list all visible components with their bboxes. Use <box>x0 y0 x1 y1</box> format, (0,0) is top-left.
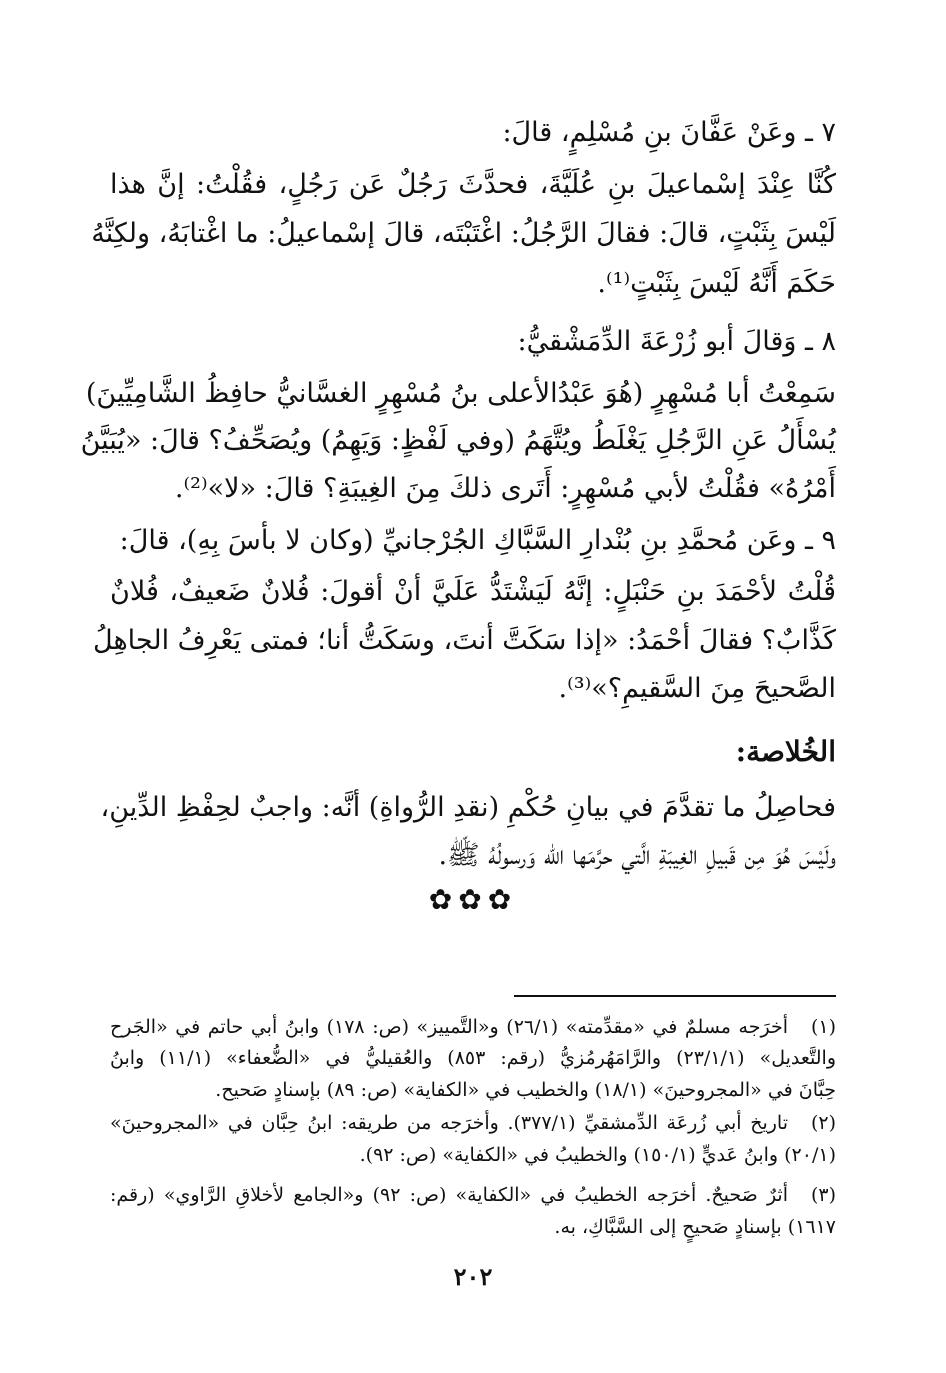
footnote-separator <box>514 995 836 997</box>
summary-heading: الخُلاصة: <box>735 735 836 768</box>
item7-line-1: كُنَّا عِنْدَ إسْماعيلَ بنِ عُلَيَّةَ، فحدَّثَ رَجُلٌ عَن رَجُلٍ، فقُلْتُ: إنَّ هذا <box>110 169 836 200</box>
summary-line-1: فحاصِلُ ما تقدَّمَ في بيانِ حُكْمِ (نقدِ الرُّواةِ) أنَّه: واجبٌ لحِفْظِ الدِّينِ، <box>100 792 836 823</box>
item7-line-2: لَيْسَ بِثَبْتٍ، قالَ: فقالَ الرَّجُلُ: اغْتَبْتَه، قالَ إسْماعيلُ: ما اغْتابَهُ، ولكِنَّهُ <box>91 218 836 249</box>
item8-line-3: أَمْرُهُ» فقُلْتُ لأبي مُسْهِرٍ: أَتَرى ذلكَ مِنَ الغِيبَةِ؟ قالَ: «لا»⁽²⁾. <box>174 473 836 504</box>
footnote-1-line-2: والتَّعديل» (٢٣/١/١) والرَّامَهُرمُزيُّ (رقم: ٨٥٣) والعُقيليُّ في «الضُّعفاء» (١١/١) وابنُ <box>110 1047 836 1069</box>
item9-line-3: الصَّحيحَ مِنَ السَّقيمِ؟»⁽³⁾. <box>558 673 836 704</box>
item7-heading: ٧ ـ وعَنْ عَفَّانَ بنِ مُسْلِمٍ، قالَ: <box>502 117 836 148</box>
footnote-1-number: (١) <box>810 1016 836 1038</box>
section-divider-ornament: ✿✿✿ <box>428 883 518 916</box>
item8-line-2: يُسْأَلُ عَنِ الرَّجُلِ يَغْلَطُ ويُتَّهَمُ (وفي لَفْظٍ: وَيَهِمُ) ويُصَحِّفُ؟ قالَ: «يُبَيَّنُ <box>80 425 836 456</box>
footnote-2-line-1: تاريخ أبي زُرعَة الدِّمشقيِّ (٣٧٧/١). وأخرَجه من طريقه: ابنُ حِبَّان في «المجروحينَ» <box>110 1112 788 1134</box>
footnote-2-number: (٢) <box>810 1112 836 1134</box>
footnote-3-line-2: ١٦١٧) بإسنادٍ صَحيحٍ إلى السَّبَّاكِ، به. <box>554 1216 836 1238</box>
item8-heading: ٨ ـ وَقالَ أبو زُرْعَةَ الدِّمَشْقيُّ: <box>517 326 836 357</box>
footnote-3-number: (٣) <box>810 1184 836 1206</box>
item9-line-2: كَذَّابٌ؟ فقالَ أحْمَدُ: «إذا سَكَتَّ أنتَ، وسَكَتُّ أنا؛ فمتى يَعْرِفُ الجاهِلُ <box>93 625 836 656</box>
footnote-1-line-1: أخرَجه مسلمٌ في «مقدِّمته» (٢٦/١) و«التَّمييز» (ص: ١٧٨) وابنُ أبي حاتم في «الجَرح <box>110 1016 788 1038</box>
footnote-3-line-1: أثرٌ صَحيحٌ. أخرَجه الخطيبُ في «الكفاية» (ص: ٩٢) و«الجامع لأخلاقِ الرَّاوي» (رقم: <box>110 1184 788 1206</box>
footnote-2-line-2: (٢٠/١) وابنُ عَديٍّ (١٥٠/١) والخطيبُ في «الكفاية» (ص: ٩٢). <box>359 1144 836 1166</box>
page-number: ٢٠٢ <box>453 1262 493 1291</box>
item9-line-1: قُلْتُ لأحْمَدَ بنِ حَنْبَلٍ: إنَّهُ لَيَشْتَدُّ عَلَيَّ أنْ أقولَ: فُلانٌ ضَعيفٌ، فُلانٌ <box>110 576 836 607</box>
item7-line-3: حَكَمَ أَنَّهُ لَيْسَ بِثَبْتٍ⁽¹⁾. <box>597 268 836 299</box>
item8-line-1: سَمِعْتُ أبا مُسْهِرٍ (هُوَ عَبْدُالأعلى بنُ مُسْهِرٍ الغسَّانيُّ حافِظُ الشَّامِيِّينَ) <box>85 378 836 409</box>
footnote-1-line-3: حِبَّانَ في «المجروحينَ» (١٨/١) والخطيب في «الكفاية» (ص: ٨٩) بإسنادٍ صَحيح. <box>215 1079 836 1101</box>
item9-heading: ٩ ـ وعَن مُحمَّدِ بنِ بُنْدارِ السَّبَّاكِ الجُرْجانيِّ (وكان لا بأسَ بِهِ)، قالَ: <box>119 525 836 556</box>
summary-line-2: ولَيْسَ هُوَ مِن قَبيلِ الغِيبَةِ الَّتي حرَّمَها الله وَرسولُهُ ﷺ. <box>438 840 836 871</box>
